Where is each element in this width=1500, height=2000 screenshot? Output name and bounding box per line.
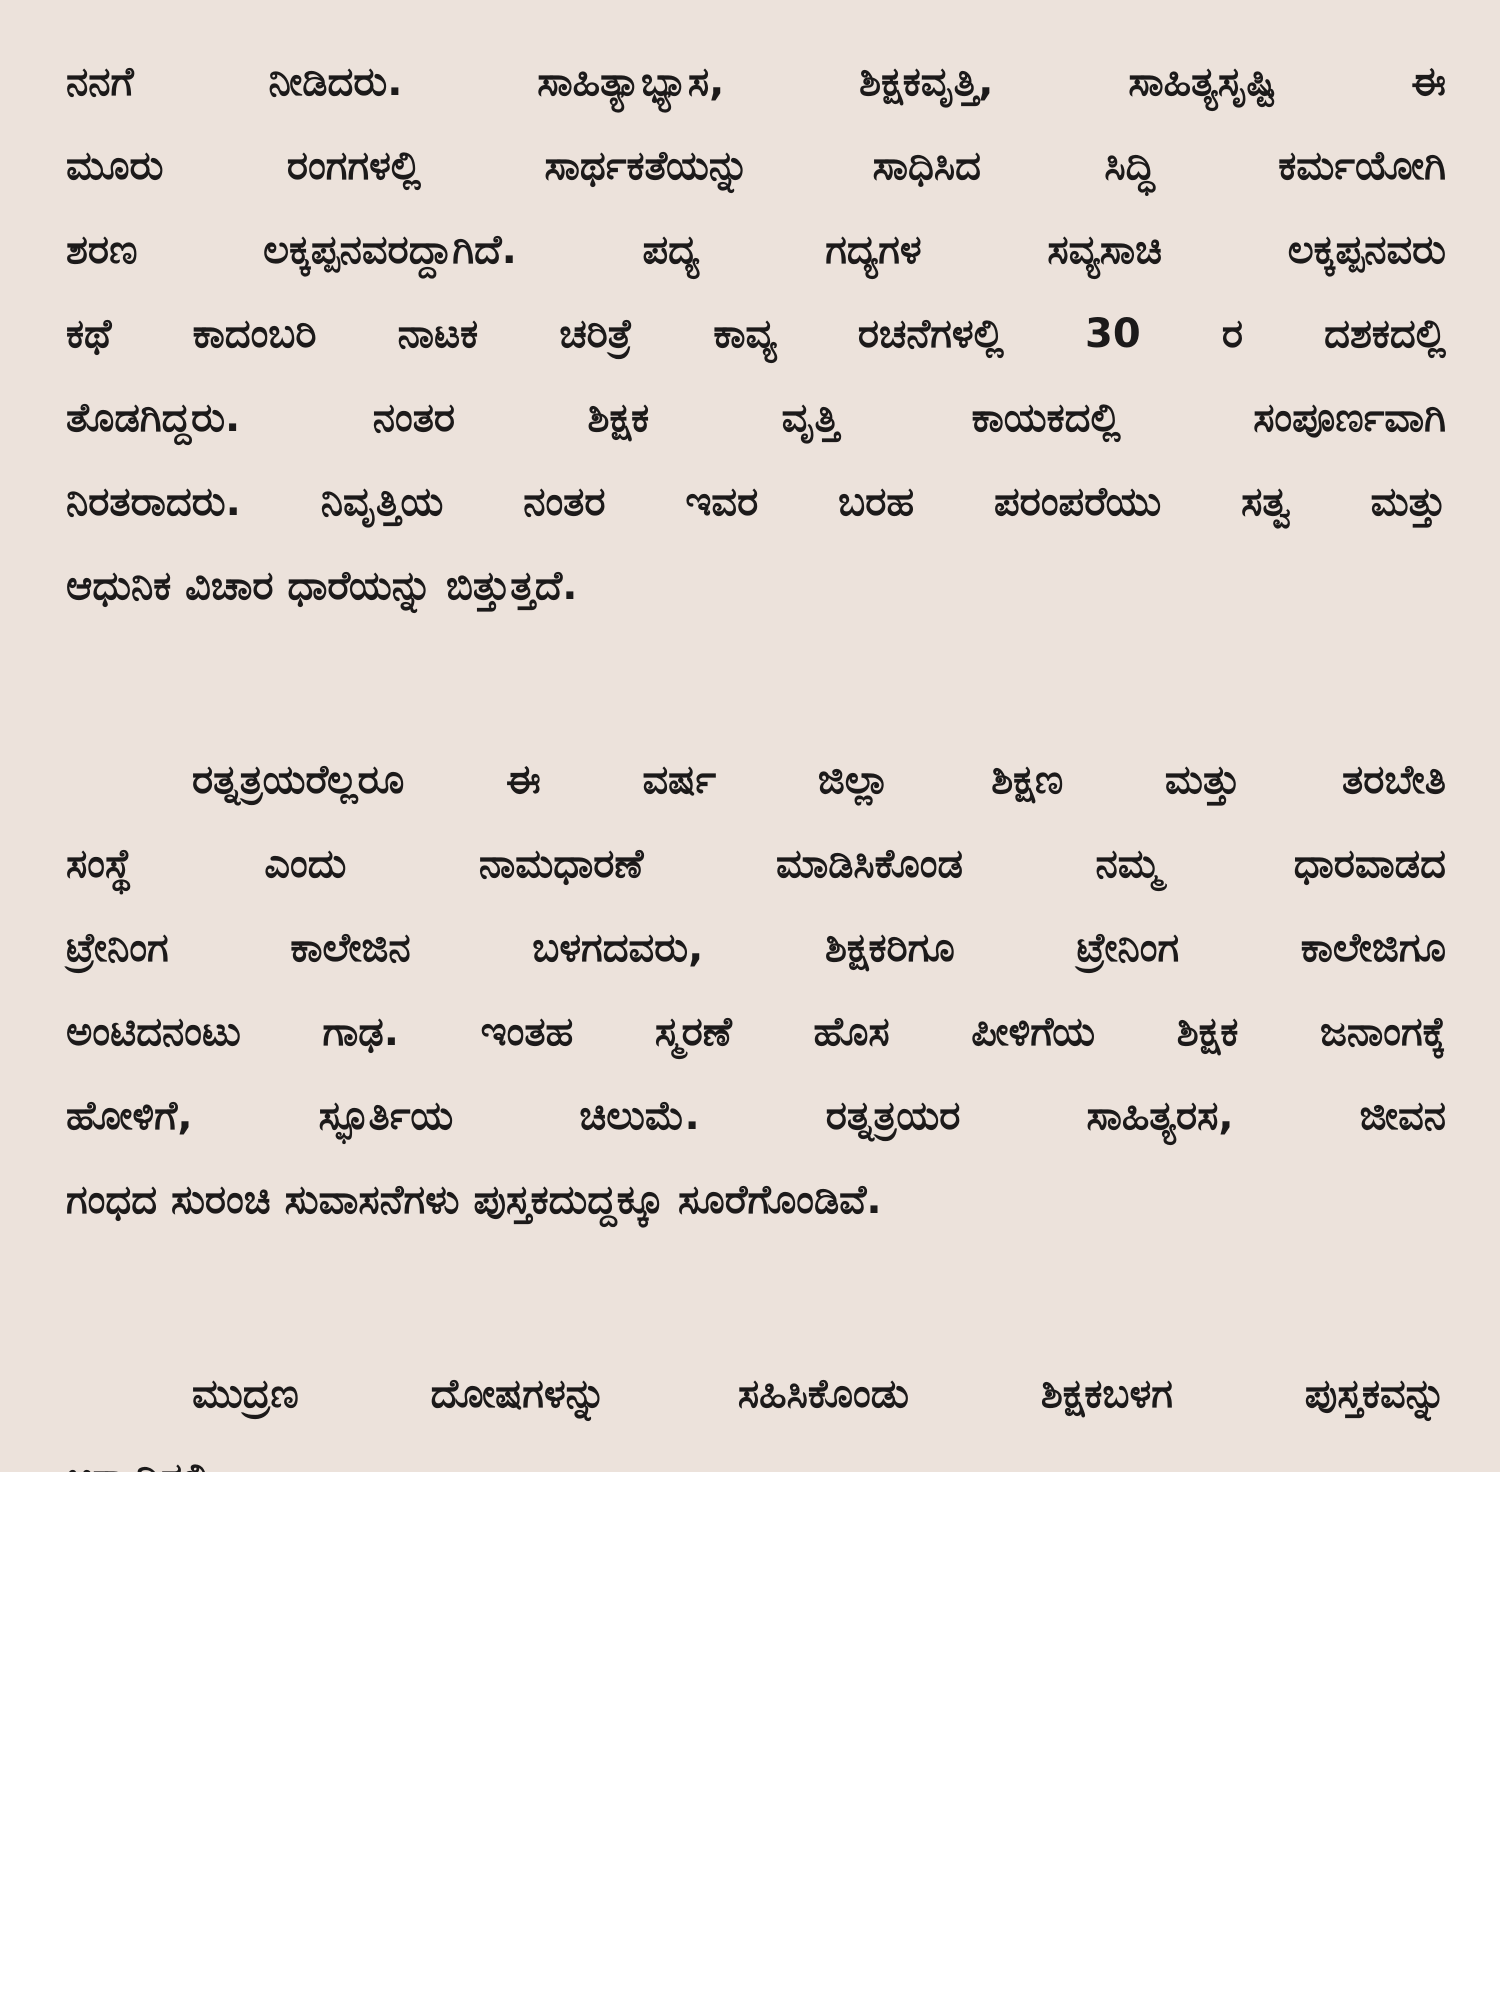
paragraph-spacer xyxy=(66,628,1446,738)
text-line: ಮುದ್ರಣ ದೋಷಗಳನ್ನು ಸಹಿಸಿಕೊಂಡು ಶಿಕ್ಷಕಬಳಗ ಪುಸ್ತಕವನ್ನು xyxy=(192,1371,1446,1417)
text-line: ಟ್ರೇನಿಂಗ ಕಾಲೇಜಿನ ಬಳಗದವರು, ಶಿಕ್ಷಕರಿಗೂ ಟ್ರೇನಿಂಗ ಕಾಲೇಜಿಗೂ xyxy=(66,925,1446,971)
text-line: ನನಗೆ ನೀಡಿದರು. ಸಾಹಿತ್ಯಾಭ್ಯಾಸ, ಶಿಕ್ಷಕವೃತ್ತಿ, ಸಾಹಿತ್ಯಸೃಷ್ಟಿ ಈ xyxy=(66,59,1446,105)
text-line: ಗಂಧದ ಸುರಂಚಿ ಸುವಾಸನೆಗಳು ಪುಸ್ತಕದುದ್ದಕ್ಕೂ ಸೂರೆಗೊಂಡಿವೆ. xyxy=(66,1177,882,1223)
text-line: ಸಂಸ್ಥೆ ಎಂದು ನಾಮಧಾರಣೆ ಮಾಡಿಸಿಕೊಂಡ ನಮ್ಮ ಧಾರವಾಡದ xyxy=(66,841,1446,887)
text-line: ತೊಡಗಿದ್ದರು. ನಂತರ ಶಿಕ್ಷಕ ವೃತ್ತಿ ಕಾಯಕದಲ್ಲಿ ಸಂಪೂರ್ಣವಾಗಿ xyxy=(66,395,1446,441)
text-line: ಆಧುನಿಕ ವಿಚಾರ ಧಾರೆಯನ್ನು ಬಿತ್ತುತ್ತದೆ. xyxy=(66,563,578,609)
paragraph-spacer xyxy=(66,1242,1446,1352)
body-text xyxy=(66,40,1446,1520)
paragraph-1 xyxy=(66,40,1446,628)
text-line: ಮೂರು ರಂಗಗಳಲ್ಲಿ ಸಾರ್ಥಕತೆಯನ್ನು ಸಾಧಿಸಿದ ಸಿದ್ಧಿ ಕರ್ಮಯೋಗಿ xyxy=(66,143,1446,189)
text-line: ನಿರತರಾದರು. ನಿವೃತ್ತಿಯ ನಂತರ ಇವರ ಬರಹ ಪರಂಪರೆಯು ಸತ್ವ ಮತ್ತು xyxy=(66,479,1446,525)
text-line: ರತ್ನತ್ರಯರೆಲ್ಲರೂ ಈ ವರ್ಷ ಜಿಲ್ಲಾ ಶಿಕ್ಷಣ ಮತ್ತು ತರಬೇತಿ xyxy=(192,757,1446,803)
text-line: ಕಥೆ ಕಾದಂಬರಿ ನಾಟಕ ಚರಿತ್ರೆ ಕಾವ್ಯ ರಚನೆಗಳಲ್ಲಿ 30 ರ ದಶಕದಲ್ಲಿ xyxy=(66,311,1446,357)
text-line: ಅಂಟಿದನಂಟು ಗಾಢ. ಇಂತಹ ಸ್ಮರಣೆ ಹೊಸ ಪೀಳಿಗೆಯ ಶಿಕ್ಷಕ ಜನಾಂಗಕ್ಕೆ xyxy=(66,1009,1446,1055)
text-line: ಶರಣ ಲಕ್ಕಪ್ಪನವರದ್ದಾಗಿದೆ. ಪದ್ಯ ಗದ್ಯಗಳ ಸವ್ಯಸಾಚಿ ಲಕ್ಕಪ್ಪನವರು xyxy=(66,227,1446,273)
blank-margin xyxy=(0,1472,1500,2000)
text-line: ಹೋಳಿಗೆ, ಸ್ಫೂರ್ತಿಯ ಚಿಲುಮೆ. ರತ್ನತ್ರಯರ ಸಾಹಿತ್ಯರಸ, ಜೀವನ xyxy=(66,1093,1446,1139)
paragraph-2 xyxy=(66,738,1446,1242)
